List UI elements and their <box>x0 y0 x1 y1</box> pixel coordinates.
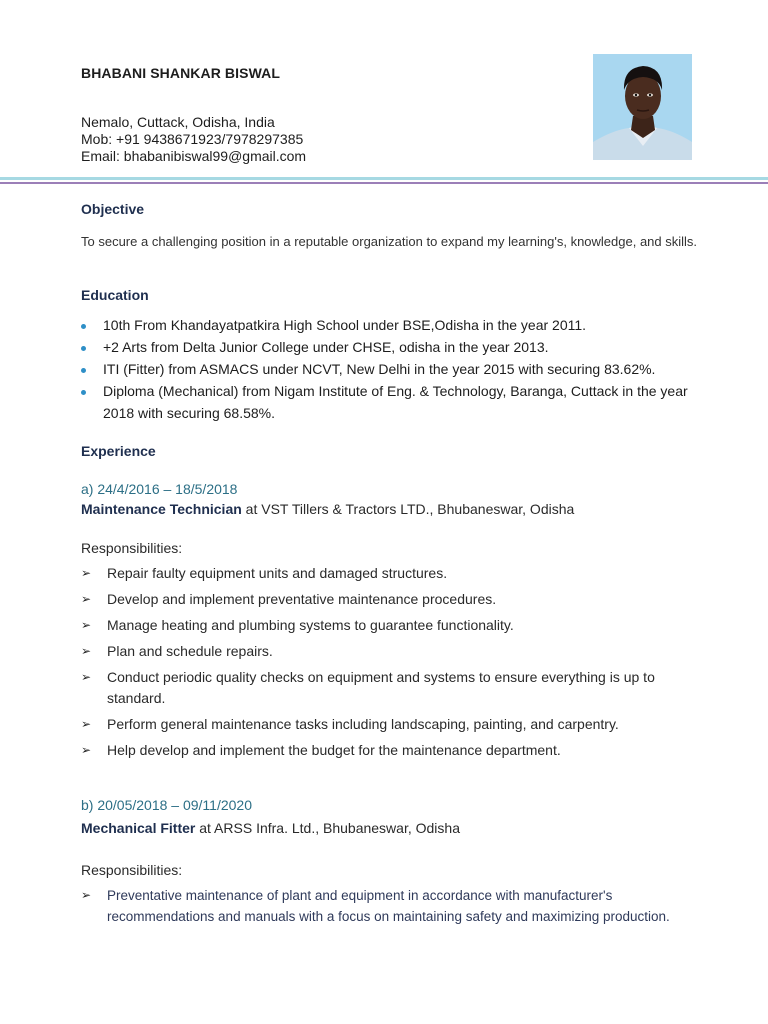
arrow-bullet-icon: ➢ <box>81 888 92 902</box>
arrow-bullet-icon: ➢ <box>81 644 92 658</box>
contact-block <box>81 114 306 165</box>
address: Nemalo, Cuttack, Odisha, India <box>81 114 275 130</box>
objective-heading: Objective <box>81 201 145 217</box>
arrow-bullet-icon: ➢ <box>81 670 92 684</box>
objective-text: To secure a challenging position in a reputable organization to expand my learning's, knowledge, and skills. <box>81 234 698 249</box>
candidate-name: BHABANI SHANKAR BISWAL <box>81 65 280 81</box>
portrait-image <box>593 54 692 160</box>
arrow-bullet-icon: ➢ <box>81 592 92 606</box>
job-company: at ARSS Infra. Ltd., Bhubaneswar, Odisha <box>195 820 460 836</box>
divider-bottom <box>0 182 768 184</box>
job-company: at VST Tillers & Tractors LTD., Bhubaneswar, Odisha <box>241 501 575 517</box>
education-item: 10th From Khandayatpatkira High School under BSE,Odisha in the year 2011. <box>81 315 721 337</box>
responsibility-item: ➢ Develop and implement preventative maintenance procedures. <box>81 589 701 610</box>
arrow-bullet-icon: ➢ <box>81 618 92 632</box>
bullet-dot-icon <box>81 368 86 373</box>
responsibility-item: ➢ Manage heating and plumbing systems to guarantee functionality. <box>81 615 701 636</box>
profile-photo <box>593 54 692 160</box>
divider-top <box>0 177 768 180</box>
responsibility-item: ➢ Preventative maintenance of plant and equipment in accordance with manufacturer's recommendations and manuals with a focus on maintaining safety and maximizing production. <box>81 885 701 927</box>
responsibility-item: ➢ Plan and schedule repairs. <box>81 641 701 662</box>
arrow-bullet-icon: ➢ <box>81 566 92 580</box>
email: Email: bhabanibiswal99@gmail.com <box>81 148 307 164</box>
bullet-dot-icon <box>81 346 86 351</box>
mobile: Mob: +91 9438671923/7978297385 <box>81 131 304 147</box>
experience-heading: Experience <box>81 443 156 459</box>
job-role <box>81 501 574 517</box>
responsibilities-list <box>81 885 701 932</box>
responsibilities-list <box>81 563 701 766</box>
job-role <box>81 820 460 836</box>
education-heading: Education <box>81 287 149 303</box>
responsibilities-label: Responsibilities: <box>81 540 183 556</box>
education-item: +2 Arts from Delta Junior College under CHSE, odisha in the year 2013. <box>81 337 721 359</box>
responsibility-item: ➢ Perform general maintenance tasks including landscaping, painting, and carpentry. <box>81 714 701 735</box>
job-title: Mechanical Fitter <box>81 820 196 836</box>
responsibility-item: ➢ Repair faulty equipment units and damaged structures. <box>81 563 701 584</box>
bullet-dot-icon <box>81 390 86 395</box>
responsibility-item: ➢ Conduct periodic quality checks on equipment and systems to ensure everything is up to standard. <box>81 669 655 706</box>
arrow-bullet-icon: ➢ <box>81 743 92 757</box>
education-item: ITI (Fitter) from ASMACS under NCVT, New Delhi in the year 2015 with securing 83.62%. <box>81 359 721 381</box>
job-period: b) 20/05/2018 – 09/11/2020 <box>81 797 253 813</box>
bullet-dot-icon <box>81 324 86 329</box>
job-period: a) 24/4/2016 – 18/5/2018 <box>81 481 238 497</box>
arrow-bullet-icon: ➢ <box>81 717 92 731</box>
education-item: Diploma (Mechanical) from Nigam Institute of Eng. & Technology, Baranga, Cuttack in the year 2018 with securing 68.58%. <box>81 381 721 424</box>
job-title: Maintenance Technician <box>81 501 242 517</box>
responsibility-item: ➢ Help develop and implement the budget for the maintenance department. <box>81 740 701 761</box>
education-list <box>81 315 721 425</box>
responsibilities-label: Responsibilities: <box>81 862 183 878</box>
